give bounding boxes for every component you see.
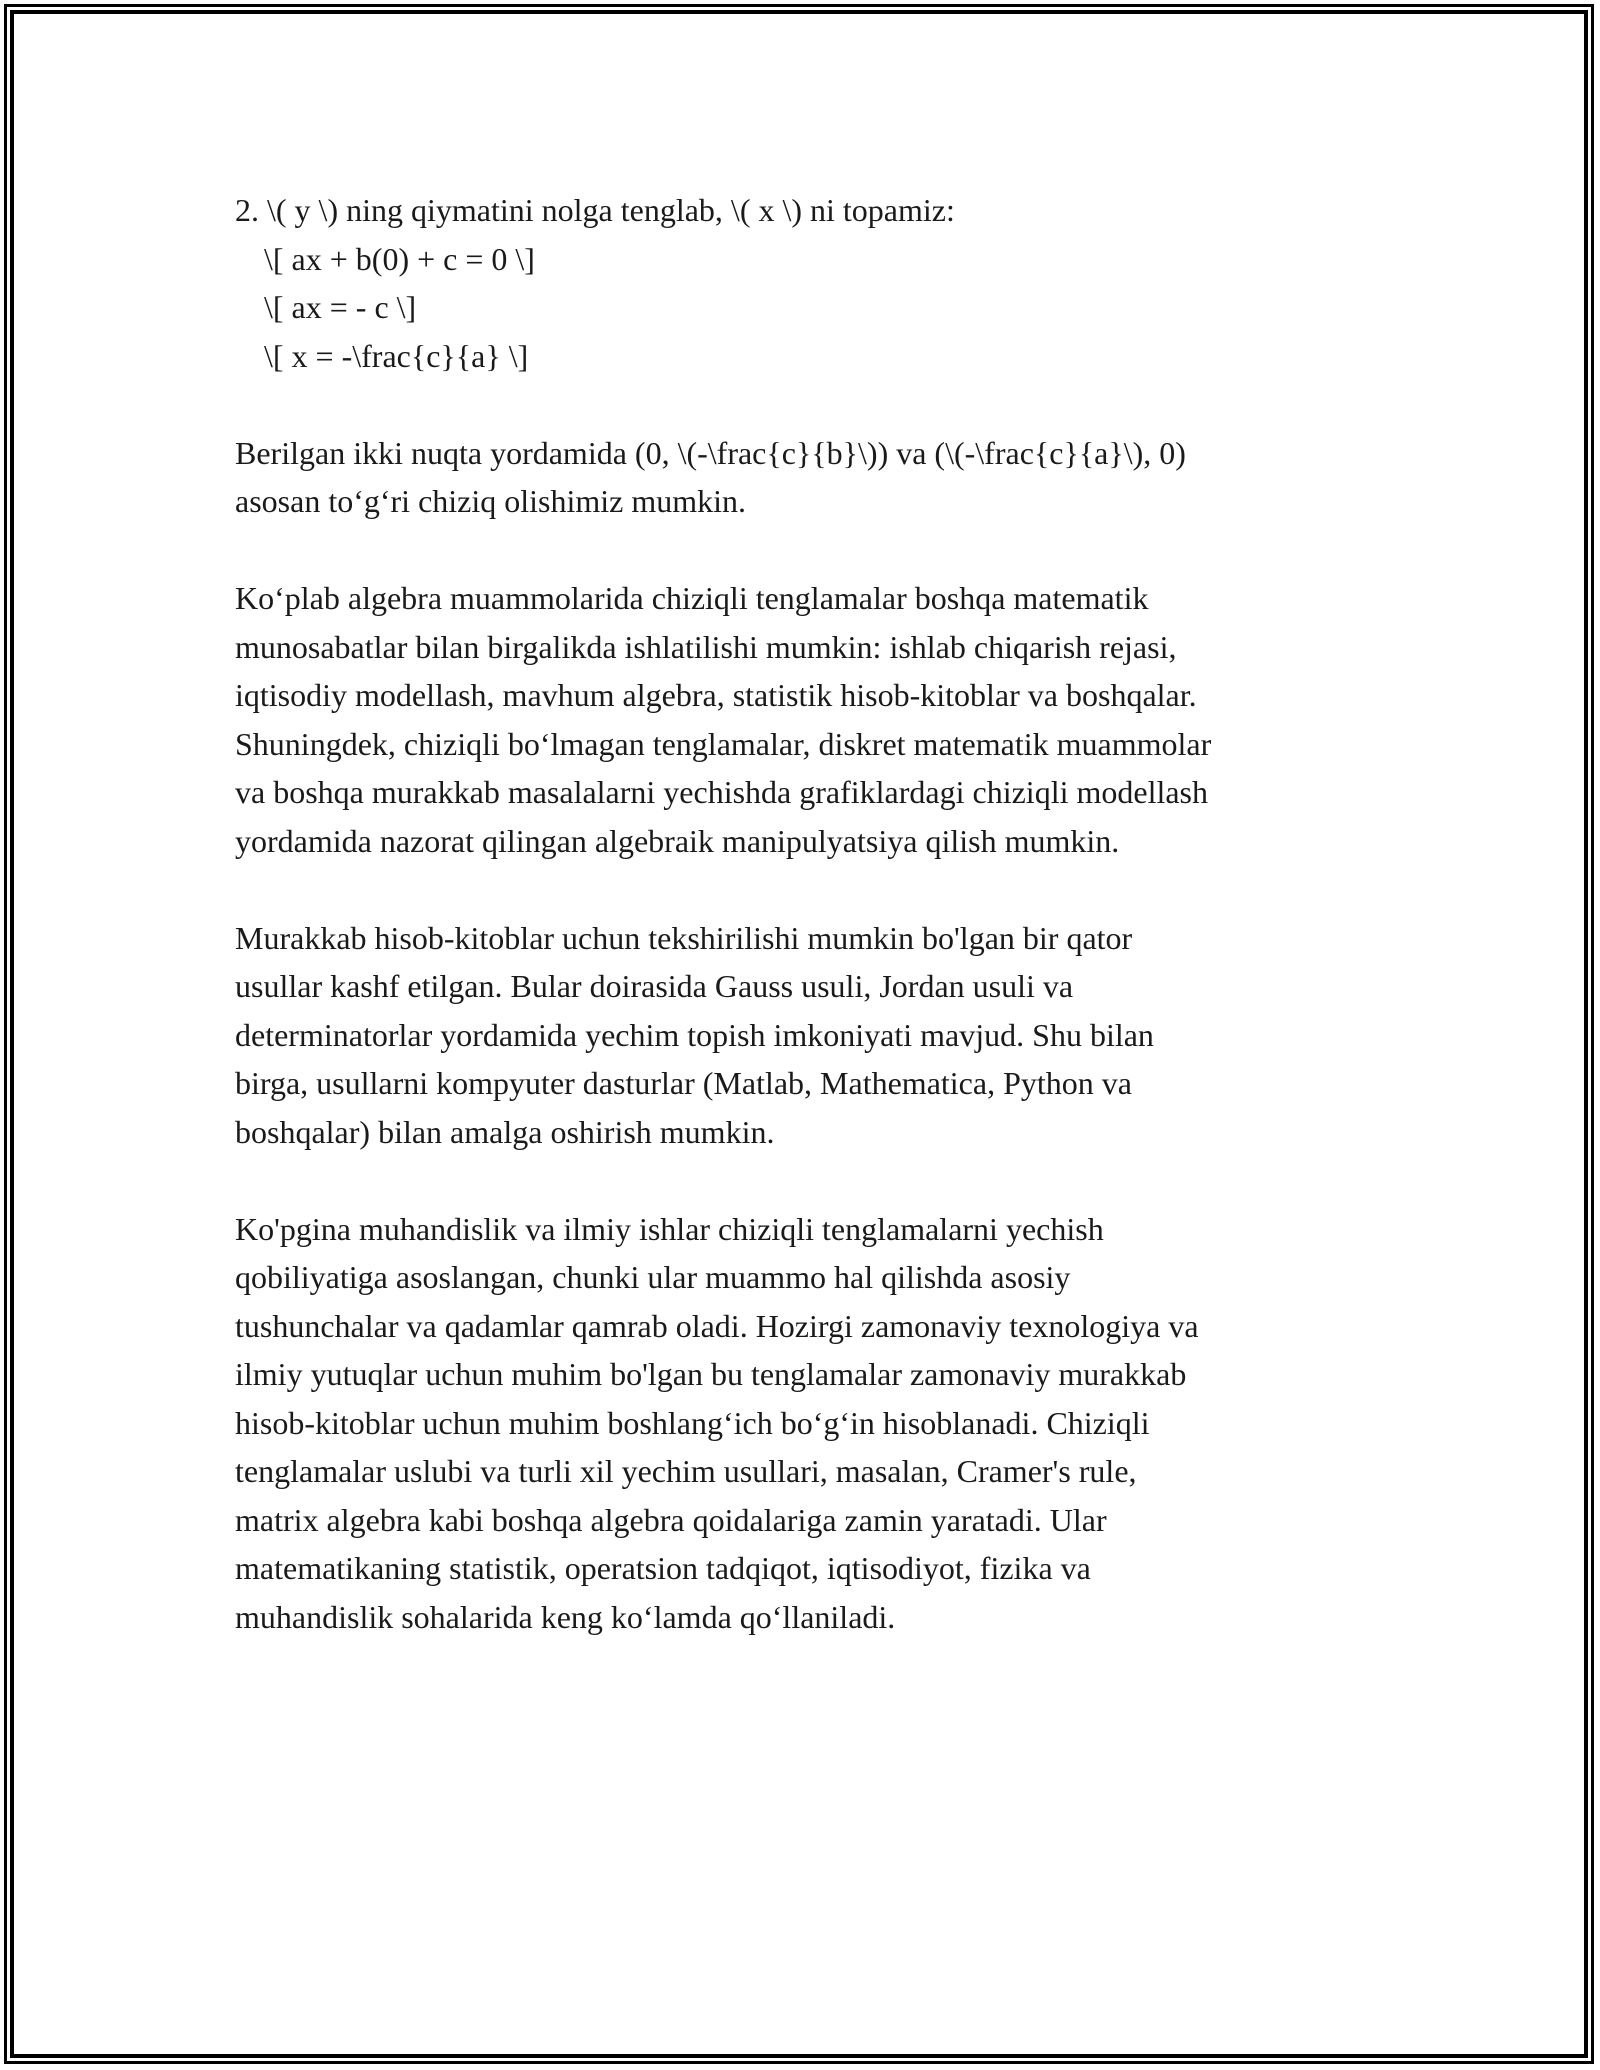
text-line: matrix algebra kabi boshqa algebra qoidalariga zamin yaratadi. Ular [235, 1501, 1107, 1538]
text-line: boshqalar) bilan amalga oshirish mumkin. [235, 1113, 775, 1150]
text-line: birga, usullarni kompyuter dasturlar (Matlab, Mathematica, Python va [235, 1065, 1132, 1101]
text-line: yordamida nazorat qilingan algebraik manipulyatsiya qilish mumkin. [235, 822, 1120, 859]
text-line: hisob-kitoblar uchun muhim boshlang‘ich bo‘g‘in hisoblanadi. Chiziqli [235, 1404, 1150, 1441]
text-line: Murakkab hisob-kitoblar uchun tekshirilishi mumkin bo'lgan bir qator [235, 919, 1133, 956]
text-line: tenglamalar uslubi va turli xil yechim usullari, masalan, Cramer's rule, [235, 1453, 1137, 1489]
step-block [235, 186, 1415, 380]
text-line: iqtisodiy modellash, mavhum algebra, statistik hisob-kitoblar va boshqalar. [235, 677, 1197, 713]
text-line: ilmiy yutuqlar uchun muhim bo'lgan bu tenglamalar zamonaviy murakkab [235, 1356, 1187, 1392]
equation-line: \[ ax = - c \] [264, 289, 417, 325]
text-line: tushunchalar va qadamlar qamrab oladi. Hozirgi zamonaviy texnologiya va [235, 1307, 1199, 1344]
text-line: asosan to‘g‘ri chiziq olishimiz mumkin. [235, 483, 747, 519]
paragraph-methods [235, 914, 1415, 1157]
text-line: usullar kashf etilgan. Bular doirasida Gauss usuli, Jordan usuli va [235, 968, 1074, 1004]
paragraph-applications [235, 574, 1415, 865]
text-line: muhandislik sohalarida keng ko‘lamda qo‘llaniladi. [235, 1598, 896, 1635]
equation-line: \[ x = -\frac{c}{a} \] [264, 337, 529, 374]
paragraph-engineering [235, 1205, 1415, 1642]
paragraph-points [235, 429, 1415, 526]
equation-line: \[ ax + b(0) + c = 0 \] [264, 240, 535, 277]
text-line: matematikaning statistik, operatsion tadqiqot, iqtisodiyot, fizika va [235, 1550, 1091, 1586]
text-line: Ko‘plab algebra muammolarida chiziqli tenglamalar boshqa matematik [235, 580, 1149, 616]
step-intro: 2. \( y \) ning qiymatini nolga tenglab, \( x \) ni topamiz: [235, 192, 955, 228]
text-line: Ko'pgina muhandislik va ilmiy ishlar chiziqli tenglamalarni yechish [235, 1210, 1104, 1247]
text-line: munosabatlar bilan birgalikda ishlatilishi mumkin: ishlab chiqarish rejasi, [235, 628, 1177, 665]
text-line: determinatorlar yordamida yechim topish imkoniyati mavjud. Shu bilan [235, 1016, 1154, 1053]
document-body [235, 186, 1415, 1690]
text-line: Berilgan ikki nuqta yordamida (0, \(-\frac{c}{b}\)) va (\(-\frac{c}{a}\), 0) [235, 434, 1186, 471]
text-line: Shuningdek, chiziqli bo‘lmagan tenglamalar, diskret matematik muammolar [235, 725, 1212, 762]
text-line: va boshqa murakkab masalalarni yechishda grafiklardagi chiziqli modellash [235, 774, 1208, 810]
text-line: qobiliyatiga asoslangan, chunki ular muammo hal qilishda asosiy [235, 1259, 1071, 1295]
